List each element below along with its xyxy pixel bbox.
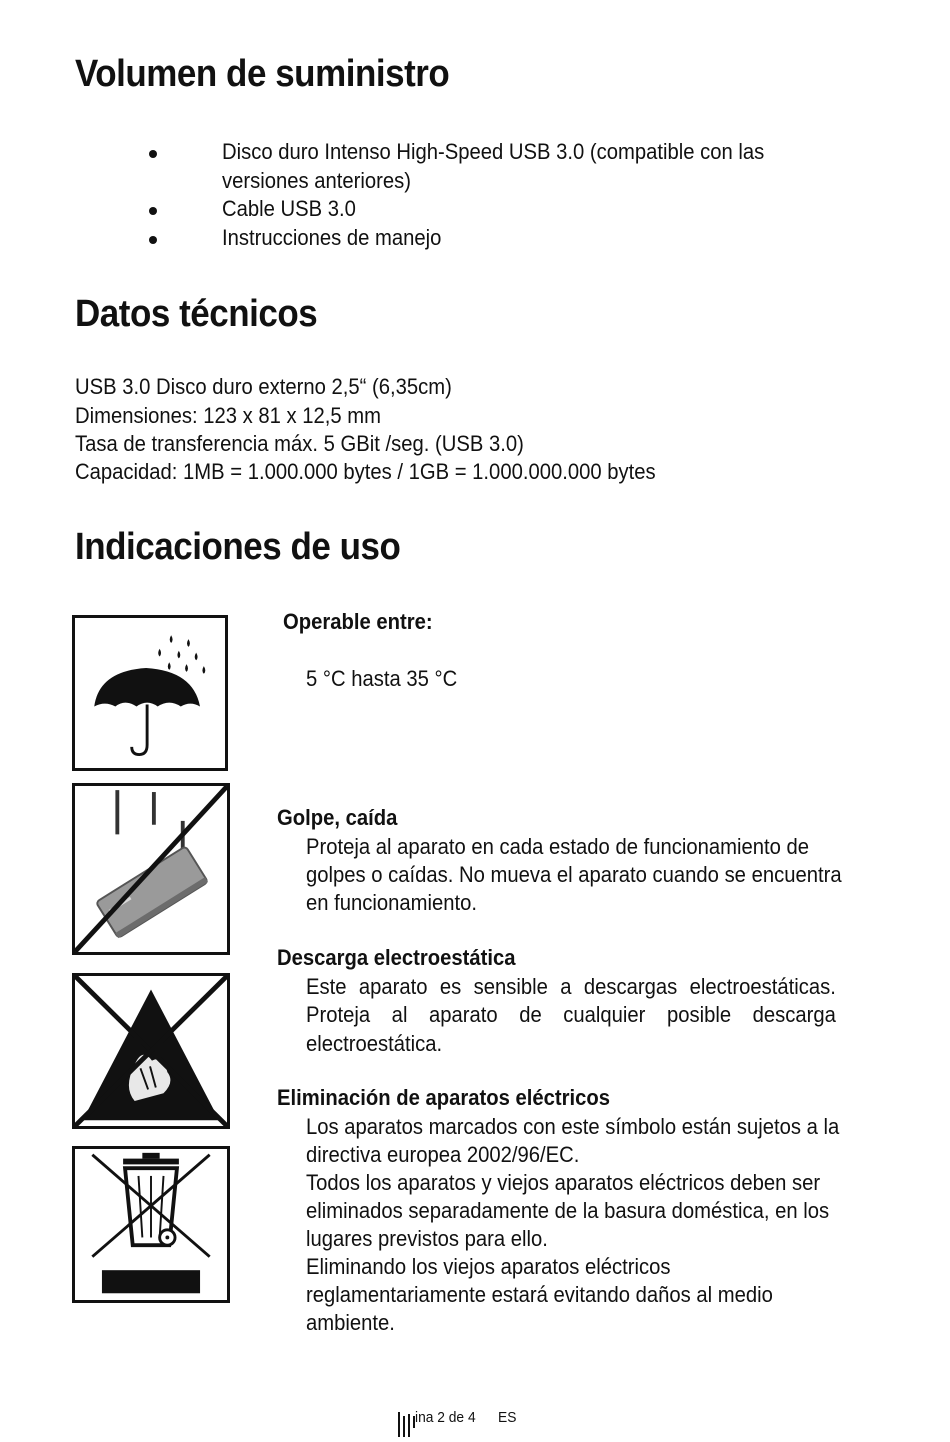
weee-line: directiva europea 2002/96/EC. — [306, 1142, 580, 1167]
weee-line: eliminados separadamente de la basura doméstica, en los — [306, 1198, 830, 1223]
usage-title: Indicaciones de uso — [75, 526, 401, 568]
supply-title: Volumen de suministro — [75, 53, 450, 95]
weee-line: reglamentariamente estará evitando daños al medio — [306, 1282, 773, 1307]
weee-line: lugares previstos para ello. — [306, 1226, 548, 1251]
tech-line: Dimensiones: 123 x 81 x 12,5 mm — [75, 403, 382, 428]
no-drop-icon — [72, 783, 230, 955]
list-item: Instrucciones de manejo — [145, 224, 842, 253]
operable-heading: Operable entre: — [283, 609, 433, 634]
shock-line: Proteja al aparato en cada estado de funcionamiento de — [306, 834, 809, 859]
bullet-icon — [149, 207, 157, 215]
shock-line: golpes o caídas. No mueva el aparato cuando se encuentra — [306, 862, 842, 887]
list-item-continuation: versiones anteriores) — [222, 167, 412, 193]
esd-line: Este aparato es sensible a descargas electroestáticas. — [306, 974, 836, 999]
esd-line: electroestática. — [306, 1031, 443, 1056]
no-esd-icon — [72, 973, 230, 1129]
shock-line: en funcionamiento. — [306, 890, 478, 915]
operable-range: 5 °C hasta 35 °C — [306, 666, 458, 691]
bullet-icon — [149, 150, 157, 158]
weee-line: Eliminando los viejos aparatos eléctricos — [306, 1254, 671, 1279]
bullet-icon — [149, 236, 157, 244]
list-item: Disco duro Intenso High-Speed USB 3.0 (compatible con las — [145, 138, 842, 167]
weee-bin-icon — [72, 1146, 230, 1303]
footer-language: ES — [498, 1409, 517, 1426]
weee-line: ambiente. — [306, 1310, 395, 1335]
tech-line: Tasa de transferencia máx. 5 GBit /seg. (USB 3.0) — [75, 431, 524, 456]
footer-page-number: ina 2 de 4 — [415, 1409, 476, 1426]
umbrella-rain-icon — [72, 615, 228, 771]
list-item: Cable USB 3.0 — [145, 195, 842, 224]
weee-line: Los aparatos marcados con este símbolo están sujetos a la — [306, 1114, 840, 1139]
shock-heading: Golpe, caída — [277, 805, 398, 830]
tech-line: USB 3.0 Disco duro externo 2,5“ (6,35cm) — [75, 374, 452, 399]
tech-line: Capacidad: 1MB = 1.000.000 bytes / 1GB = 1.000.000.000 bytes — [75, 459, 656, 484]
esd-heading: Descarga electroestática — [277, 945, 516, 970]
esd-line: Proteja al aparato de cualquier posible descarga — [306, 1002, 836, 1027]
weee-heading: Eliminación de aparatos eléctricos — [277, 1085, 610, 1110]
tech-title: Datos técnicos — [75, 293, 318, 335]
supply-list — [145, 138, 842, 252]
weee-line: Todos los aparatos y viejos aparatos eléctricos deben ser — [306, 1170, 821, 1195]
